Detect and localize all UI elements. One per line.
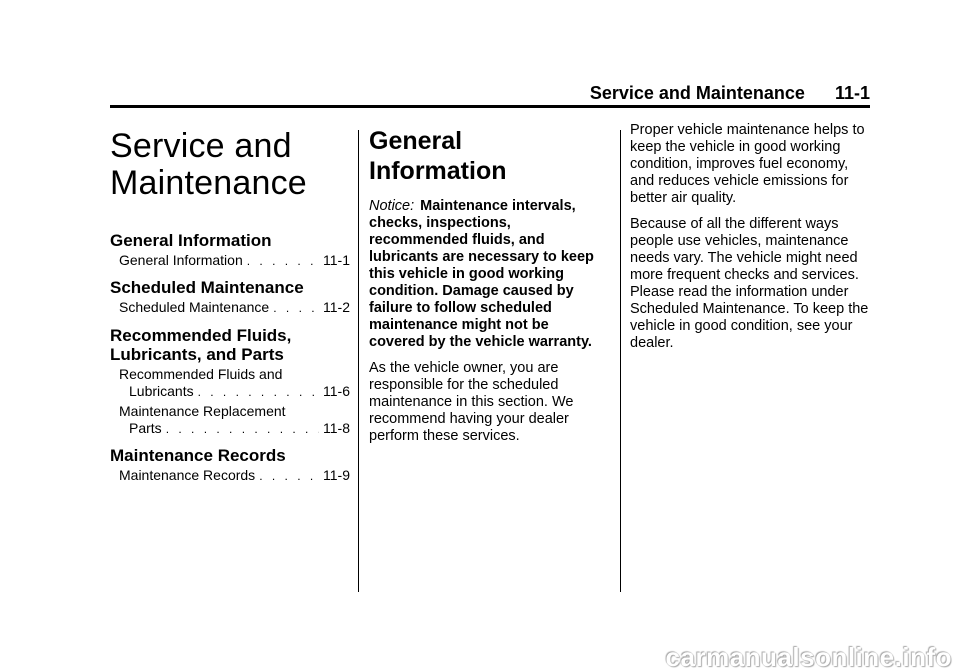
toc-entry-label-line2: Lubricants <box>129 383 194 399</box>
toc-entry-page: 11-8 <box>323 420 350 436</box>
continued-text-column <box>630 122 870 361</box>
toc-heading-line1: Recommended Fluids, <box>110 326 292 345</box>
toc-heading-recommended-fluids <box>110 326 350 364</box>
toc-entry-label-line1: Recommended Fluids and <box>119 366 283 382</box>
toc-entry-page: 11-2 <box>323 299 350 315</box>
maintenance-needs-paragraph: Because of all the different ways people use vehicles, maintenance needs vary. The vehicle might need more frequent checks and services. Please read the information under Scheduled Maintenance. To keep the vehicle in good condition, see your dealer. <box>630 216 869 351</box>
toc-entry-maintenance-records[interactable] <box>110 467 350 485</box>
toc-heading-general-information: General Information <box>110 231 272 250</box>
notice-paragraph <box>369 198 605 351</box>
toc-entry-label-line1: Maintenance Replacement <box>119 403 286 419</box>
toc-heading-maintenance-records: Maintenance Records <box>110 446 286 465</box>
toc-entry-scheduled-maintenance[interactable] <box>110 299 350 317</box>
toc-heading-line2: Lubricants, and Parts <box>110 345 284 364</box>
general-information-column <box>369 122 605 454</box>
running-section-title: Service and Maintenance <box>589 83 805 103</box>
toc-entry-page: 11-6 <box>323 383 350 399</box>
notice-label: Notice: <box>369 198 415 214</box>
notice-text: Maintenance intervals, checks, inspections, recommended fluids, and lubricants are necessary to keep this vehicle in good working condition. Damage caused by failure to follow scheduled maintenance might not be covered by the vehicle warranty. <box>369 198 594 350</box>
toc-leader-dots <box>198 384 319 401</box>
toc-entry-maintenance-replacement-parts[interactable] <box>110 403 350 438</box>
column-divider-left <box>358 130 359 592</box>
page-number: 11-1 <box>834 83 870 103</box>
owner-responsibility-paragraph: As the vehicle owner, you are responsible for the scheduled maintenance in this section. We recommend having your dealer perform these services. <box>369 360 574 444</box>
toc-entry-general-information[interactable] <box>110 252 350 270</box>
toc-entry-label: Maintenance Records <box>119 467 256 483</box>
maintenance-benefits-paragraph: Proper vehicle maintenance helps to keep the vehicle in good working condition, improves fuel economy, and reduces vehicle emissions for better air quality. <box>630 122 865 206</box>
toc-leader-dots <box>166 421 319 438</box>
chapter-title <box>110 128 350 202</box>
toc-entry-page: 11-1 <box>323 252 350 268</box>
chapter-toc-column <box>110 122 350 485</box>
toc-heading-scheduled-maintenance: Scheduled Maintenance <box>110 278 304 297</box>
column-divider-right <box>620 130 621 592</box>
toc-leader-dots <box>259 468 319 485</box>
toc-entry-label: Scheduled Maintenance <box>119 299 270 315</box>
toc-leader-dots <box>247 253 319 270</box>
toc-entry-label: General Information <box>119 252 243 268</box>
section-title-general-information: General Information <box>369 127 507 185</box>
toc-entry-label-line2: Parts <box>129 420 162 436</box>
header-rule <box>110 105 870 108</box>
toc-leader-dots <box>273 300 319 317</box>
chapter-title-line1: Service and <box>110 127 292 165</box>
page-header <box>110 82 870 104</box>
chapter-title-line2: Maintenance <box>110 164 307 202</box>
toc-entry-recommended-fluids-lubricants[interactable] <box>110 366 350 401</box>
site-watermark: carmanualsonline.info <box>665 642 952 672</box>
toc-entry-page: 11-9 <box>323 467 350 483</box>
